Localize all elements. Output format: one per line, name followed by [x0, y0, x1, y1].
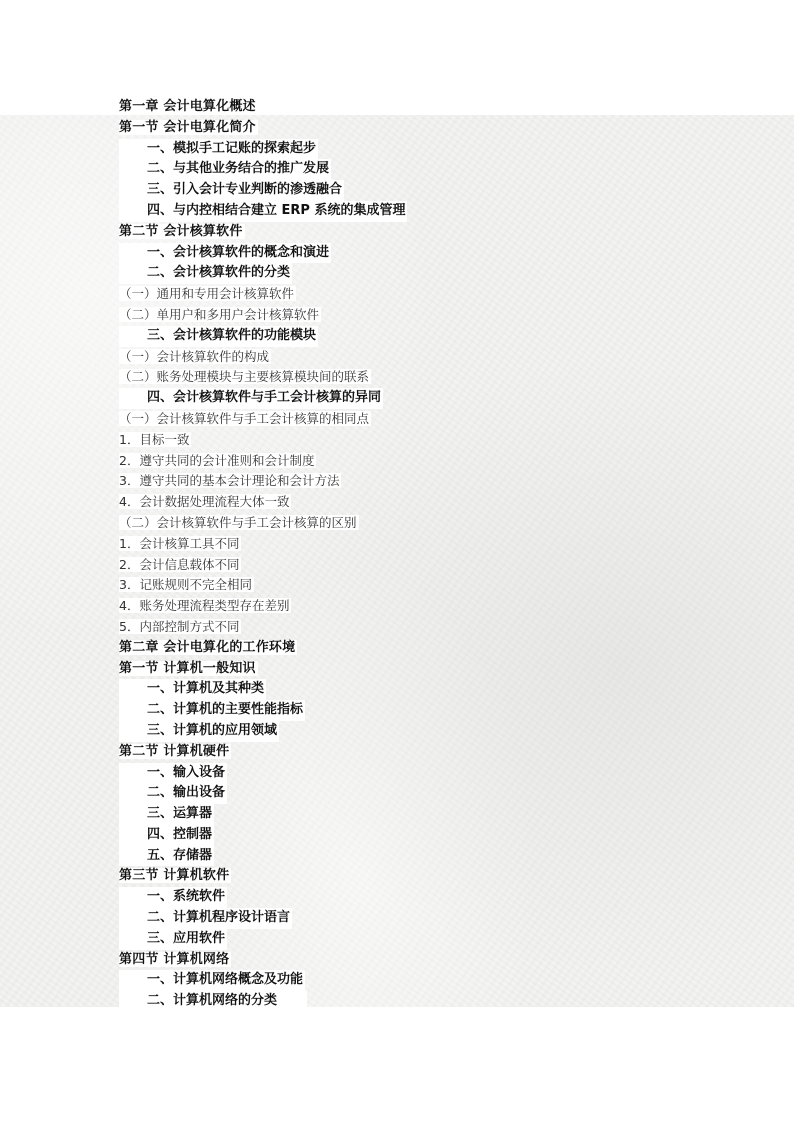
toc-item	[119, 347, 539, 368]
toc-section	[119, 659, 539, 680]
toc-sub	[119, 139, 539, 160]
toc-sub-text: 一、系统软件	[119, 887, 227, 908]
toc-item-text: （一）通用和专用会计核算软件	[119, 286, 295, 302]
toc-sub-text: 五、存储器	[119, 846, 214, 867]
toc-item-text: 3．遵守共同的基本会计理论和会计方法	[119, 473, 340, 489]
table-of-contents	[119, 97, 539, 1012]
toc-item	[119, 617, 539, 638]
toc-sub	[119, 763, 539, 784]
toc-item	[119, 451, 539, 472]
toc-sub-text: 一、计算机及其种类	[119, 679, 266, 700]
toc-item	[119, 305, 539, 326]
toc-sub-text: 二、计算机的主要性能指标	[119, 700, 305, 721]
toc-item-text: （二）账务处理模块与主要核算模块间的联系	[119, 369, 370, 385]
toc-item	[119, 471, 539, 492]
toc-item-text: 2．遵守共同的会计准则和会计制度	[119, 452, 315, 468]
toc-item-text: 4．账务处理流程类型存在差别	[119, 598, 290, 614]
toc-item	[119, 284, 539, 305]
toc-sub	[119, 243, 539, 264]
toc-section-text: 第二节 会计核算软件	[119, 223, 243, 239]
toc-sub-text: 三、应用软件	[119, 929, 227, 950]
toc-sub-text: 四、会计核算软件与手工会计核算的异同	[119, 388, 383, 409]
toc-section-text: 第四节 计算机网络	[119, 951, 230, 967]
toc-sub-text: 三、计算机的应用领域	[119, 721, 279, 742]
toc-sub	[119, 201, 539, 222]
toc-item	[119, 534, 539, 555]
toc-sub	[119, 700, 539, 721]
toc-section	[119, 118, 539, 139]
toc-sub-text: 二、输出设备	[119, 783, 227, 804]
toc-section	[119, 950, 539, 971]
toc-item	[119, 596, 539, 617]
toc-chapter	[119, 97, 539, 118]
toc-sub-text: 三、会计核算软件的功能模块	[119, 326, 318, 347]
toc-item	[119, 575, 539, 596]
toc-item-text: 2．会计信息载体不同	[119, 556, 240, 572]
toc-sub	[119, 908, 539, 929]
toc-sub	[119, 887, 539, 908]
toc-section-text: 第三节 计算机软件	[119, 868, 230, 884]
toc-sub	[119, 180, 539, 201]
toc-chapter-text: 第一章 会计电算化概述	[119, 99, 256, 114]
toc-sub	[119, 804, 539, 825]
toc-sub	[119, 263, 539, 284]
toc-sub-text: 三、引入会计专业判断的渗透融合	[119, 180, 344, 201]
toc-chapter-text: 第二章 会计电算化的工作环境	[119, 639, 296, 655]
toc-sub-text: 二、计算机程序设计语言	[119, 908, 292, 929]
toc-item-text: 5．内部控制方式不同	[119, 618, 240, 634]
toc-sub-text: 四、控制器	[119, 825, 214, 846]
toc-sub-text: 一、会计核算软件的概念和演进	[119, 243, 331, 264]
toc-sub	[119, 679, 539, 700]
toc-sub-text: 二、会计核算软件的分类	[119, 263, 292, 284]
toc-section-text: 第一节 计算机一般知识	[119, 660, 256, 676]
toc-sub	[119, 388, 539, 409]
toc-item	[119, 555, 539, 576]
toc-item-text: 4．会计数据处理流程大体一致	[119, 494, 290, 510]
toc-item-text: 1．会计核算工具不同	[119, 535, 240, 551]
toc-sub	[119, 783, 539, 804]
toc-section	[119, 866, 539, 887]
toc-item-text: 3．记账规则不完全相同	[119, 577, 252, 593]
toc-item-text: （一）会计核算软件与手工会计核算的相同点	[119, 410, 370, 426]
toc-sub-text: 二、与其他业务结合的推广发展	[119, 159, 331, 180]
toc-sub-text: 四、与内控相结合建立 ERP 系统的集成管理	[119, 201, 407, 222]
toc-sub-text: 三、运算器	[119, 804, 214, 825]
toc-item	[119, 430, 539, 451]
toc-sub	[119, 970, 539, 991]
toc-section-text: 第一节 会计电算化简介	[119, 119, 256, 135]
toc-sub	[119, 721, 539, 742]
toc-item-text: （一）会计核算软件的构成	[119, 348, 270, 364]
toc-sub	[119, 159, 539, 180]
toc-item	[119, 409, 539, 430]
toc-section-text: 第二节 计算机硬件	[119, 743, 230, 759]
toc-sub	[119, 991, 539, 1012]
toc-section	[119, 222, 539, 243]
toc-item-text: （二）会计核算软件与手工会计核算的区别	[119, 514, 357, 530]
toc-section	[119, 742, 539, 763]
toc-sub-text: 一、输入设备	[119, 763, 227, 784]
toc-sub-text: 一、模拟手工记账的探索起步	[119, 139, 318, 160]
toc-item-text: （二）单用户和多用户会计核算软件	[119, 306, 320, 322]
toc-item	[119, 513, 539, 534]
toc-sub-text: 一、计算机网络概念及功能	[119, 970, 305, 991]
toc-sub	[119, 846, 539, 867]
toc-sub-text: 二、计算机网络的分类	[119, 991, 307, 1012]
toc-item	[119, 492, 539, 513]
toc-sub	[119, 929, 539, 950]
toc-sub	[119, 825, 539, 846]
toc-chapter	[119, 638, 539, 659]
toc-sub	[119, 326, 539, 347]
toc-item-text: 1．目标一致	[119, 431, 190, 447]
toc-item	[119, 367, 539, 388]
